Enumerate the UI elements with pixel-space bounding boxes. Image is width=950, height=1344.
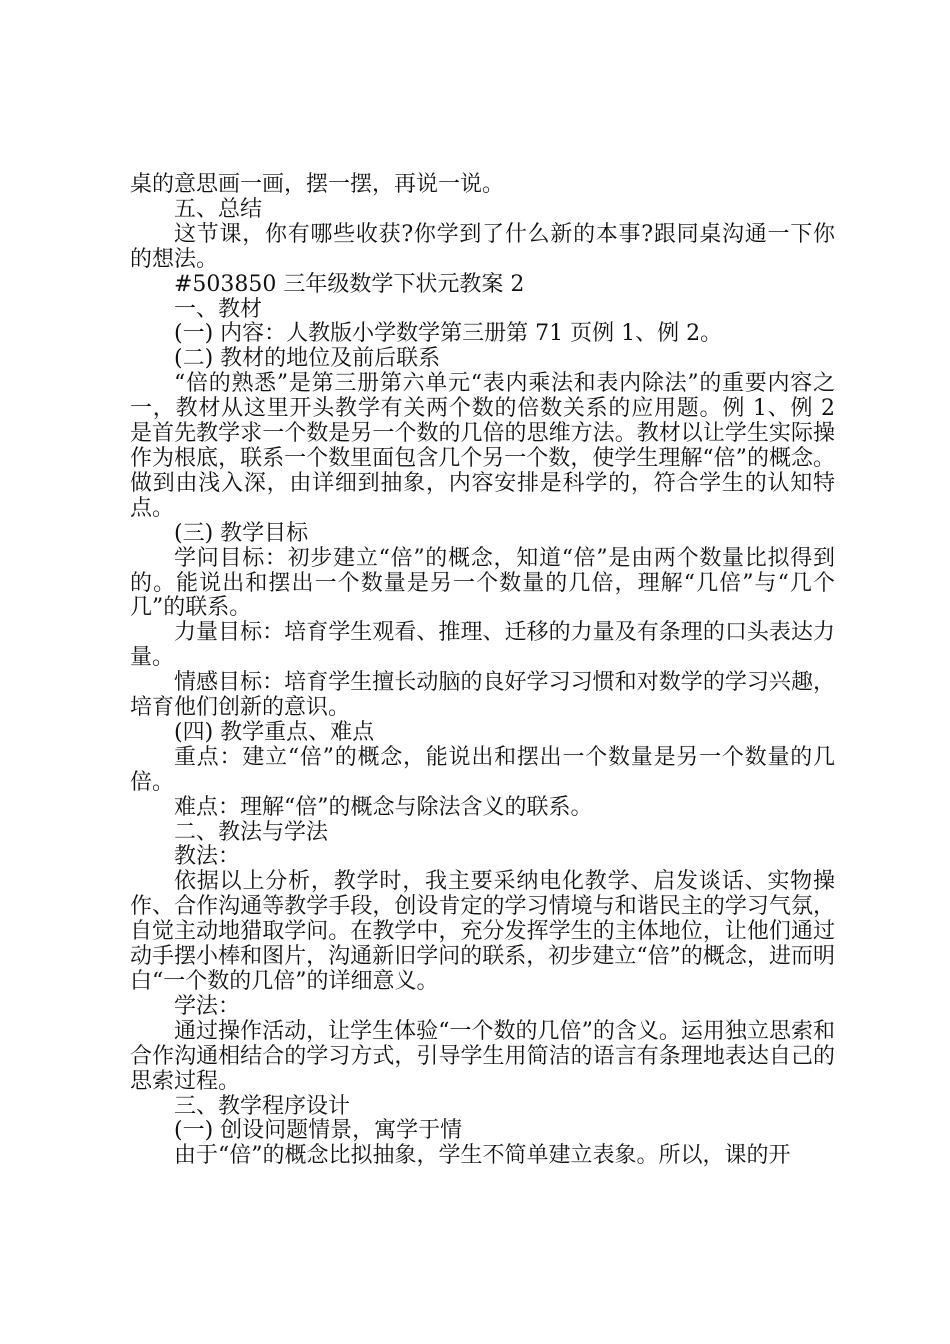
paragraph: 学问目标：初步建立“倍”的概念，知道“倍”是由两个数量比拟得到的。能说出和摆出一个数量是另一个数量的几倍，理解“几倍”与“几个几”的联系。 [130,545,835,621]
paragraph: 情感目标：培育学生擅长动脑的良好学习习惯和对数学的学习兴趣，培育他们创新的意识。 [130,670,835,721]
paragraph: 依据以上分析，教学时，我主要采纳电化教学、启发谈话、实物操作、合作沟通等教学手段，创设肯定的学习情境与和谐民主的学习气氛，自觉主动地猎取学问。在教学中，充分发挥学生的主体地位，让他们通过动手摆小棒和图片，沟通新旧学问的联系，初步建立“倍”的概念，进而明白“一个数的几倍”的详细意义。 [130,869,835,994]
paragraph: 三、教学程序设计 [174,1093,351,1119]
paragraph: 力量目标：培育学生观看、推理、迁移的力量及有条理的口头表达力量。 [130,620,835,671]
paragraph: 由于“倍”的概念比拟抽象，学生不简单建立表象。所以，课的开 [174,1143,791,1169]
paragraph: 桌的意思画一画，摆一摆，再说一说。 [130,172,505,197]
paragraph: 教法： [174,844,241,870]
paragraph: “倍的熟悉”是第三册第六单元“表内乘法和表内除法”的重要内容之一，教材从这里开头教学有关两个数的倍数关系的应用题。例 1、例 2 是首先教学求一个数是另一个数的几倍的思维方法。教材以让学生实际操作为根底，联系一个数里面包含几个另一个数，使学生理解“倍”的概念。做到由浅入深，由详细到抽象，内容安排是科学的，符合学生的认知特点。 [130,371,835,521]
paragraph: 这节课，你有哪些收获?你学到了什么新的本事?跟同桌沟通一下你的想法。 [130,221,835,272]
paragraph: 通过操作活动，让学生体验“一个数的几倍”的含义。运用独立思索和合作沟通相结合的学习方式，引导学生用简洁的语言有条理地表达自己的思索过程。 [130,1018,835,1094]
paragraph: (四) 教学重点、难点 [174,719,375,745]
paragraph: 难点：理解“倍”的概念与除法含义的联系。 [174,794,593,820]
paragraph: 学法： [174,993,241,1019]
paragraph: (三) 教学目标 [174,520,309,546]
paragraph: 一、教材 [174,296,263,322]
paragraph: (一) 创设问题情景，寓学于情 [174,1118,463,1144]
paragraph: 二、教法与学法 [174,819,329,845]
paragraph: (二) 教材的地位及前后联系 [174,346,441,372]
paragraph: #503850 三年级数学下状元教案 2 [174,271,525,297]
paragraph: 重点：建立“倍”的概念，能说出和摆出一个数量是另一个数量的几倍。 [130,744,835,795]
paragraph: (一) 内容：人教版小学数学第三册第 71 页例 1、例 2。 [174,321,723,347]
paragraph: 五、总结 [174,196,263,222]
document-body [130,173,835,1169]
